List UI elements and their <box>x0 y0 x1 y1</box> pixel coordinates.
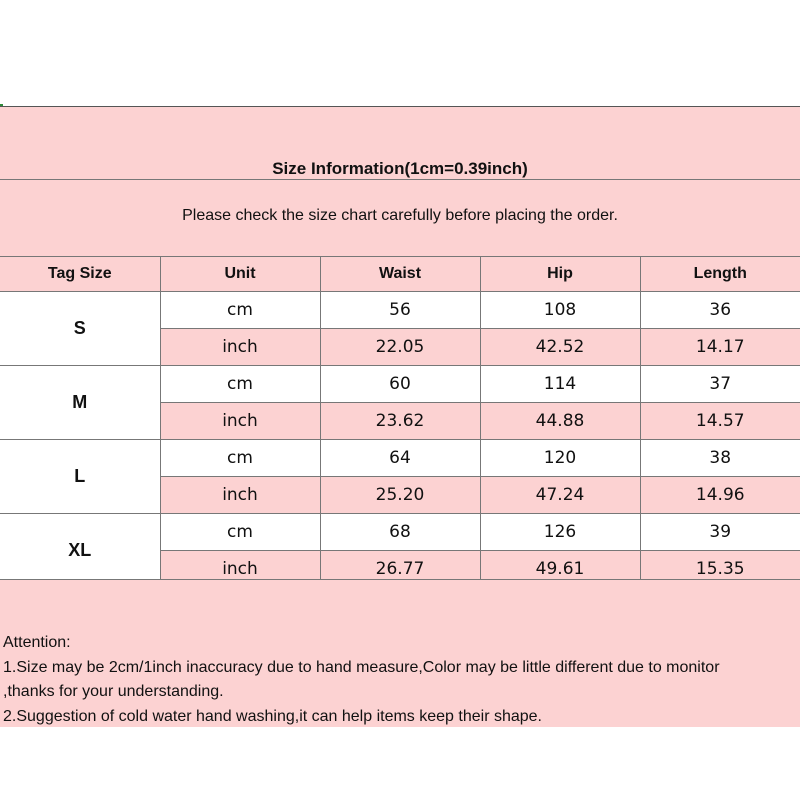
hip-cell: 126 <box>480 514 640 551</box>
hip-cell: 49.61 <box>480 551 640 588</box>
waist-cell: 68 <box>320 514 480 551</box>
waist-cell: 60 <box>320 366 480 403</box>
length-cell: 14.17 <box>640 329 800 366</box>
unit-cell: cm <box>160 440 320 477</box>
header-unit: Unit <box>160 257 320 292</box>
waist-cell: 22.05 <box>320 329 480 366</box>
title-band <box>0 107 800 180</box>
waist-cell: 25.20 <box>320 477 480 514</box>
header-length: Length <box>640 257 800 292</box>
attention-band <box>0 579 800 727</box>
attention-line-3: 2.Suggestion of cold water hand washing,it can help items keep their shape. <box>3 707 542 725</box>
hip-cell: 47.24 <box>480 477 640 514</box>
chart-subtitle: Please check the size chart carefully before placing the order. <box>182 207 618 224</box>
hip-cell: 44.88 <box>480 403 640 440</box>
unit-cell: cm <box>160 292 320 329</box>
waist-cell: 26.77 <box>320 551 480 588</box>
tag-size-cell: M <box>0 366 160 440</box>
note-band <box>0 180 800 256</box>
size-chart <box>0 106 800 726</box>
table-row <box>0 292 800 329</box>
tag-size-cell: XL <box>0 514 160 588</box>
waist-cell: 64 <box>320 440 480 477</box>
table-row <box>0 514 800 551</box>
header-tag-size: Tag Size <box>0 257 160 292</box>
header-row <box>0 257 800 292</box>
waist-cell: 56 <box>320 292 480 329</box>
unit-cell: cm <box>160 366 320 403</box>
length-cell: 39 <box>640 514 800 551</box>
attention-line-2: ,thanks for your understanding. <box>3 683 224 700</box>
header-hip: Hip <box>480 257 640 292</box>
attention-notes <box>3 631 720 729</box>
hip-cell: 120 <box>480 440 640 477</box>
attention-heading: Attention: <box>3 634 71 651</box>
table-row <box>0 440 800 477</box>
length-cell: 38 <box>640 440 800 477</box>
header-waist: Waist <box>320 257 480 292</box>
length-cell: 14.96 <box>640 477 800 514</box>
length-cell: 37 <box>640 366 800 403</box>
waist-cell: 23.62 <box>320 403 480 440</box>
length-cell: 14.57 <box>640 403 800 440</box>
unit-cell: inch <box>160 477 320 514</box>
size-table <box>0 256 800 588</box>
length-cell: 15.35 <box>640 551 800 588</box>
unit-cell: cm <box>160 514 320 551</box>
hip-cell: 42.52 <box>480 329 640 366</box>
tag-size-cell: L <box>0 440 160 514</box>
chart-title: Size Information(1cm=0.39inch) <box>272 159 528 178</box>
hip-cell: 108 <box>480 292 640 329</box>
tag-size-cell: S <box>0 292 160 366</box>
attention-line-1: 1.Size may be 2cm/1inch inaccuracy due to hand measure,Color may be little different due to monitor <box>3 658 720 676</box>
unit-cell: inch <box>160 403 320 440</box>
hip-cell: 114 <box>480 366 640 403</box>
unit-cell: inch <box>160 329 320 366</box>
length-cell: 36 <box>640 292 800 329</box>
unit-cell: inch <box>160 551 320 588</box>
table-row <box>0 366 800 403</box>
